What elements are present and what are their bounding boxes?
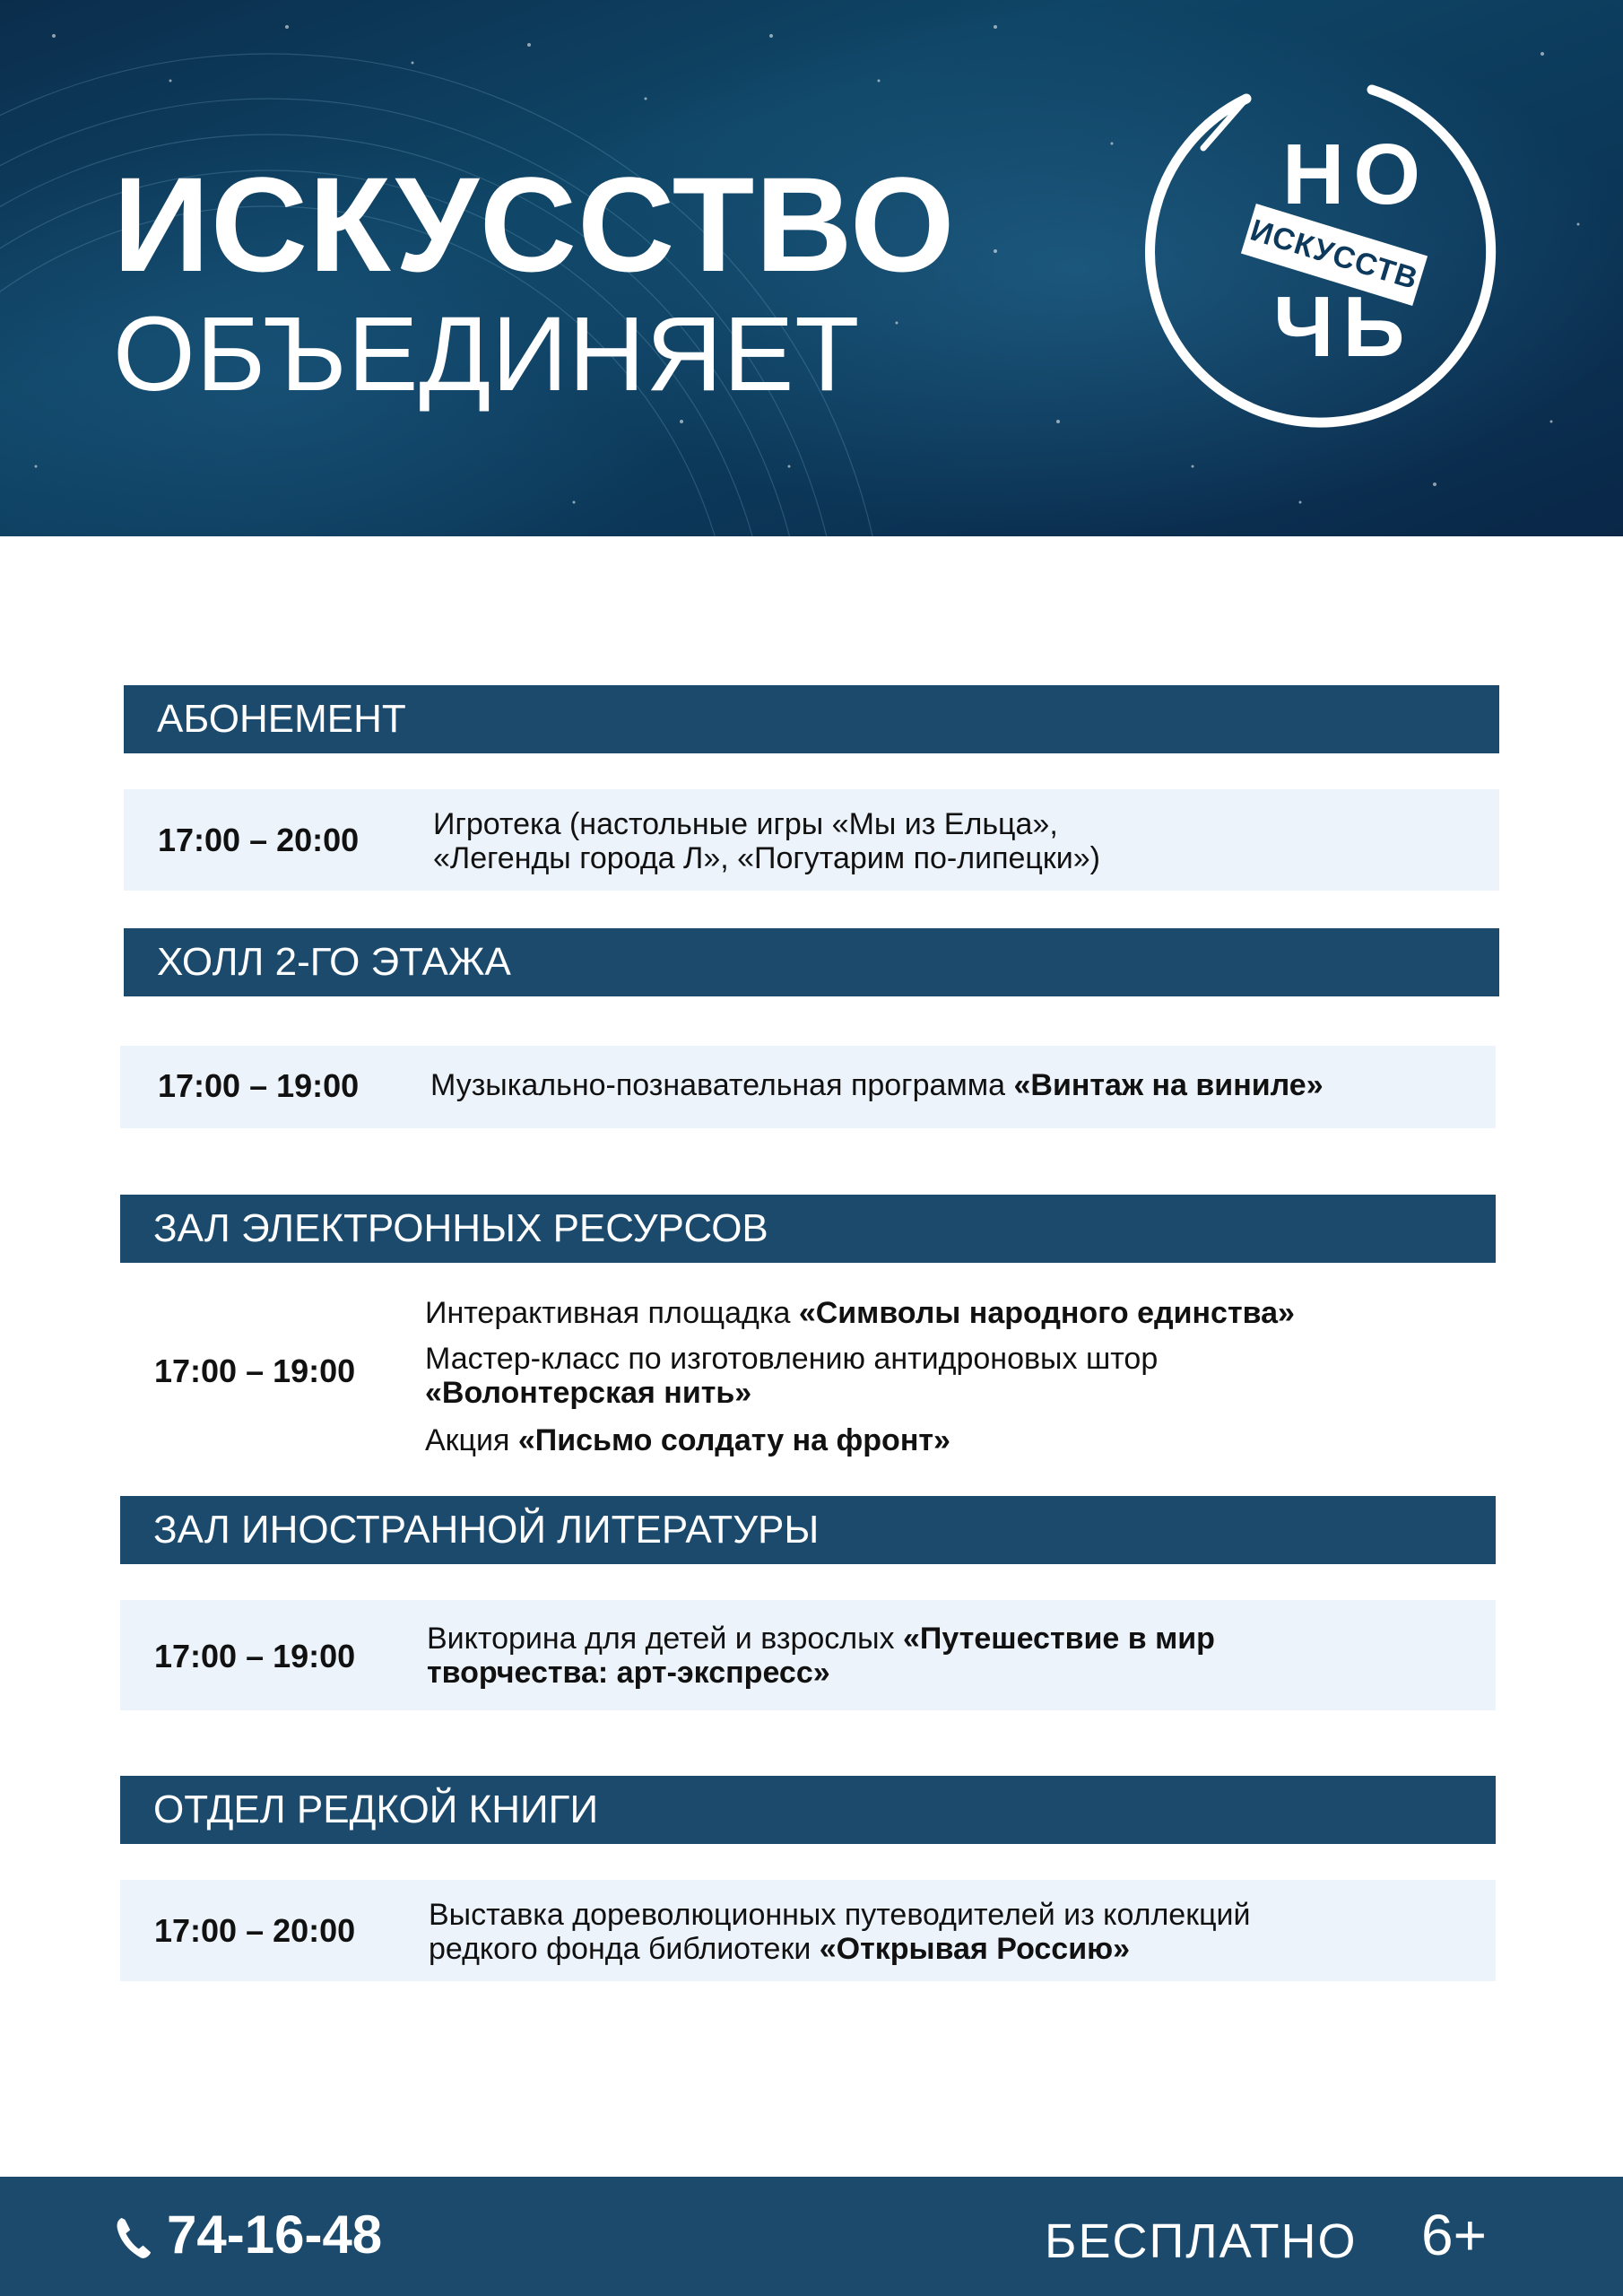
event-time: 17:00 – 19:00 xyxy=(154,1352,356,1389)
event-line xyxy=(427,1656,1215,1690)
event-time: 17:00 – 19:00 xyxy=(154,1638,356,1674)
section-header: АБОНЕМЕНТ xyxy=(124,685,1499,753)
event-title: «Винтаж на виниле» xyxy=(1013,1068,1324,1102)
logo-band-text: ИСКУССТВ xyxy=(1246,213,1423,296)
event-description xyxy=(433,807,1100,875)
event-title: «Письмо солдату на фронт» xyxy=(517,1423,950,1457)
event-item: Интерактивная площадка «Символы народного единства» xyxy=(425,1296,1295,1330)
event-row xyxy=(120,1046,1496,1128)
event-description: Музыкально-познавательная программа «Винтаж на виниле» xyxy=(430,1068,1324,1102)
event-line: Выставка дореволюционных путеводителей из коллекций xyxy=(429,1898,1251,1932)
night-of-arts-logo xyxy=(1139,63,1515,439)
section-header: ЗАЛ ЭЛЕКТРОННЫХ РЕСУРСОВ xyxy=(120,1195,1496,1263)
event-time: 17:00 – 20:00 xyxy=(154,1912,356,1949)
event-line: Викторина для детей и взрослых «Путешествие в мир xyxy=(427,1622,1215,1656)
event-title: «Символы народного единства» xyxy=(798,1296,1295,1330)
logo-text-bottom: ЧЬ xyxy=(1273,279,1414,375)
age-rating: 6+ xyxy=(1421,2203,1487,2267)
hero-banner xyxy=(0,0,1623,536)
event-line: редкого фонда библиотеки «Открывая Россию» xyxy=(429,1932,1131,1966)
event-row xyxy=(120,1880,1496,1981)
section-header: ЗАЛ ИНОСТРАННОЙ ЛИТЕРАТУРЫ xyxy=(120,1496,1496,1564)
event-time: 17:00 – 20:00 xyxy=(158,822,360,858)
section-header: ОТДЕЛ РЕДКОЙ КНИГИ xyxy=(120,1776,1496,1844)
event-title: «Волонтерская нить» xyxy=(425,1376,752,1410)
event-row xyxy=(120,1283,1496,1462)
hero-title-line2: ОБЪЕДИНЯЕТ xyxy=(113,295,861,413)
hero-title-line1: ИСКУССТВО xyxy=(113,149,956,300)
event-title: «Путешествие в мир xyxy=(903,1622,1215,1656)
event-title: творчества: арт-экспресс» xyxy=(427,1656,830,1690)
footer-bar xyxy=(0,2177,1623,2296)
logo-text-top: НО xyxy=(1282,126,1429,222)
event-item: Мастер-класс по изготовлению антидроновых штор «Волонтерская нить» xyxy=(425,1342,1159,1410)
event-row xyxy=(124,789,1499,891)
event-line: Игротека (настольные игры «Мы из Ельца», xyxy=(433,807,1058,841)
price-label: БЕСПЛАТНО xyxy=(1045,2214,1358,2268)
event-time: 17:00 – 19:00 xyxy=(158,1067,360,1104)
event-line: «Легенды города Л», «Погутарим по-липецки») xyxy=(433,841,1100,875)
event-description xyxy=(429,1898,1251,1966)
event-row xyxy=(120,1600,1496,1710)
event-title: «Открывая Россию» xyxy=(819,1932,1131,1966)
event-description xyxy=(427,1622,1215,1690)
phone-icon xyxy=(113,2216,154,2261)
event-item: Акция «Письмо солдату на фронт» xyxy=(425,1423,950,1457)
section-header: ХОЛЛ 2-ГО ЭТАЖА xyxy=(124,928,1499,996)
phone-number[interactable]: 74-16-48 xyxy=(167,2205,383,2265)
